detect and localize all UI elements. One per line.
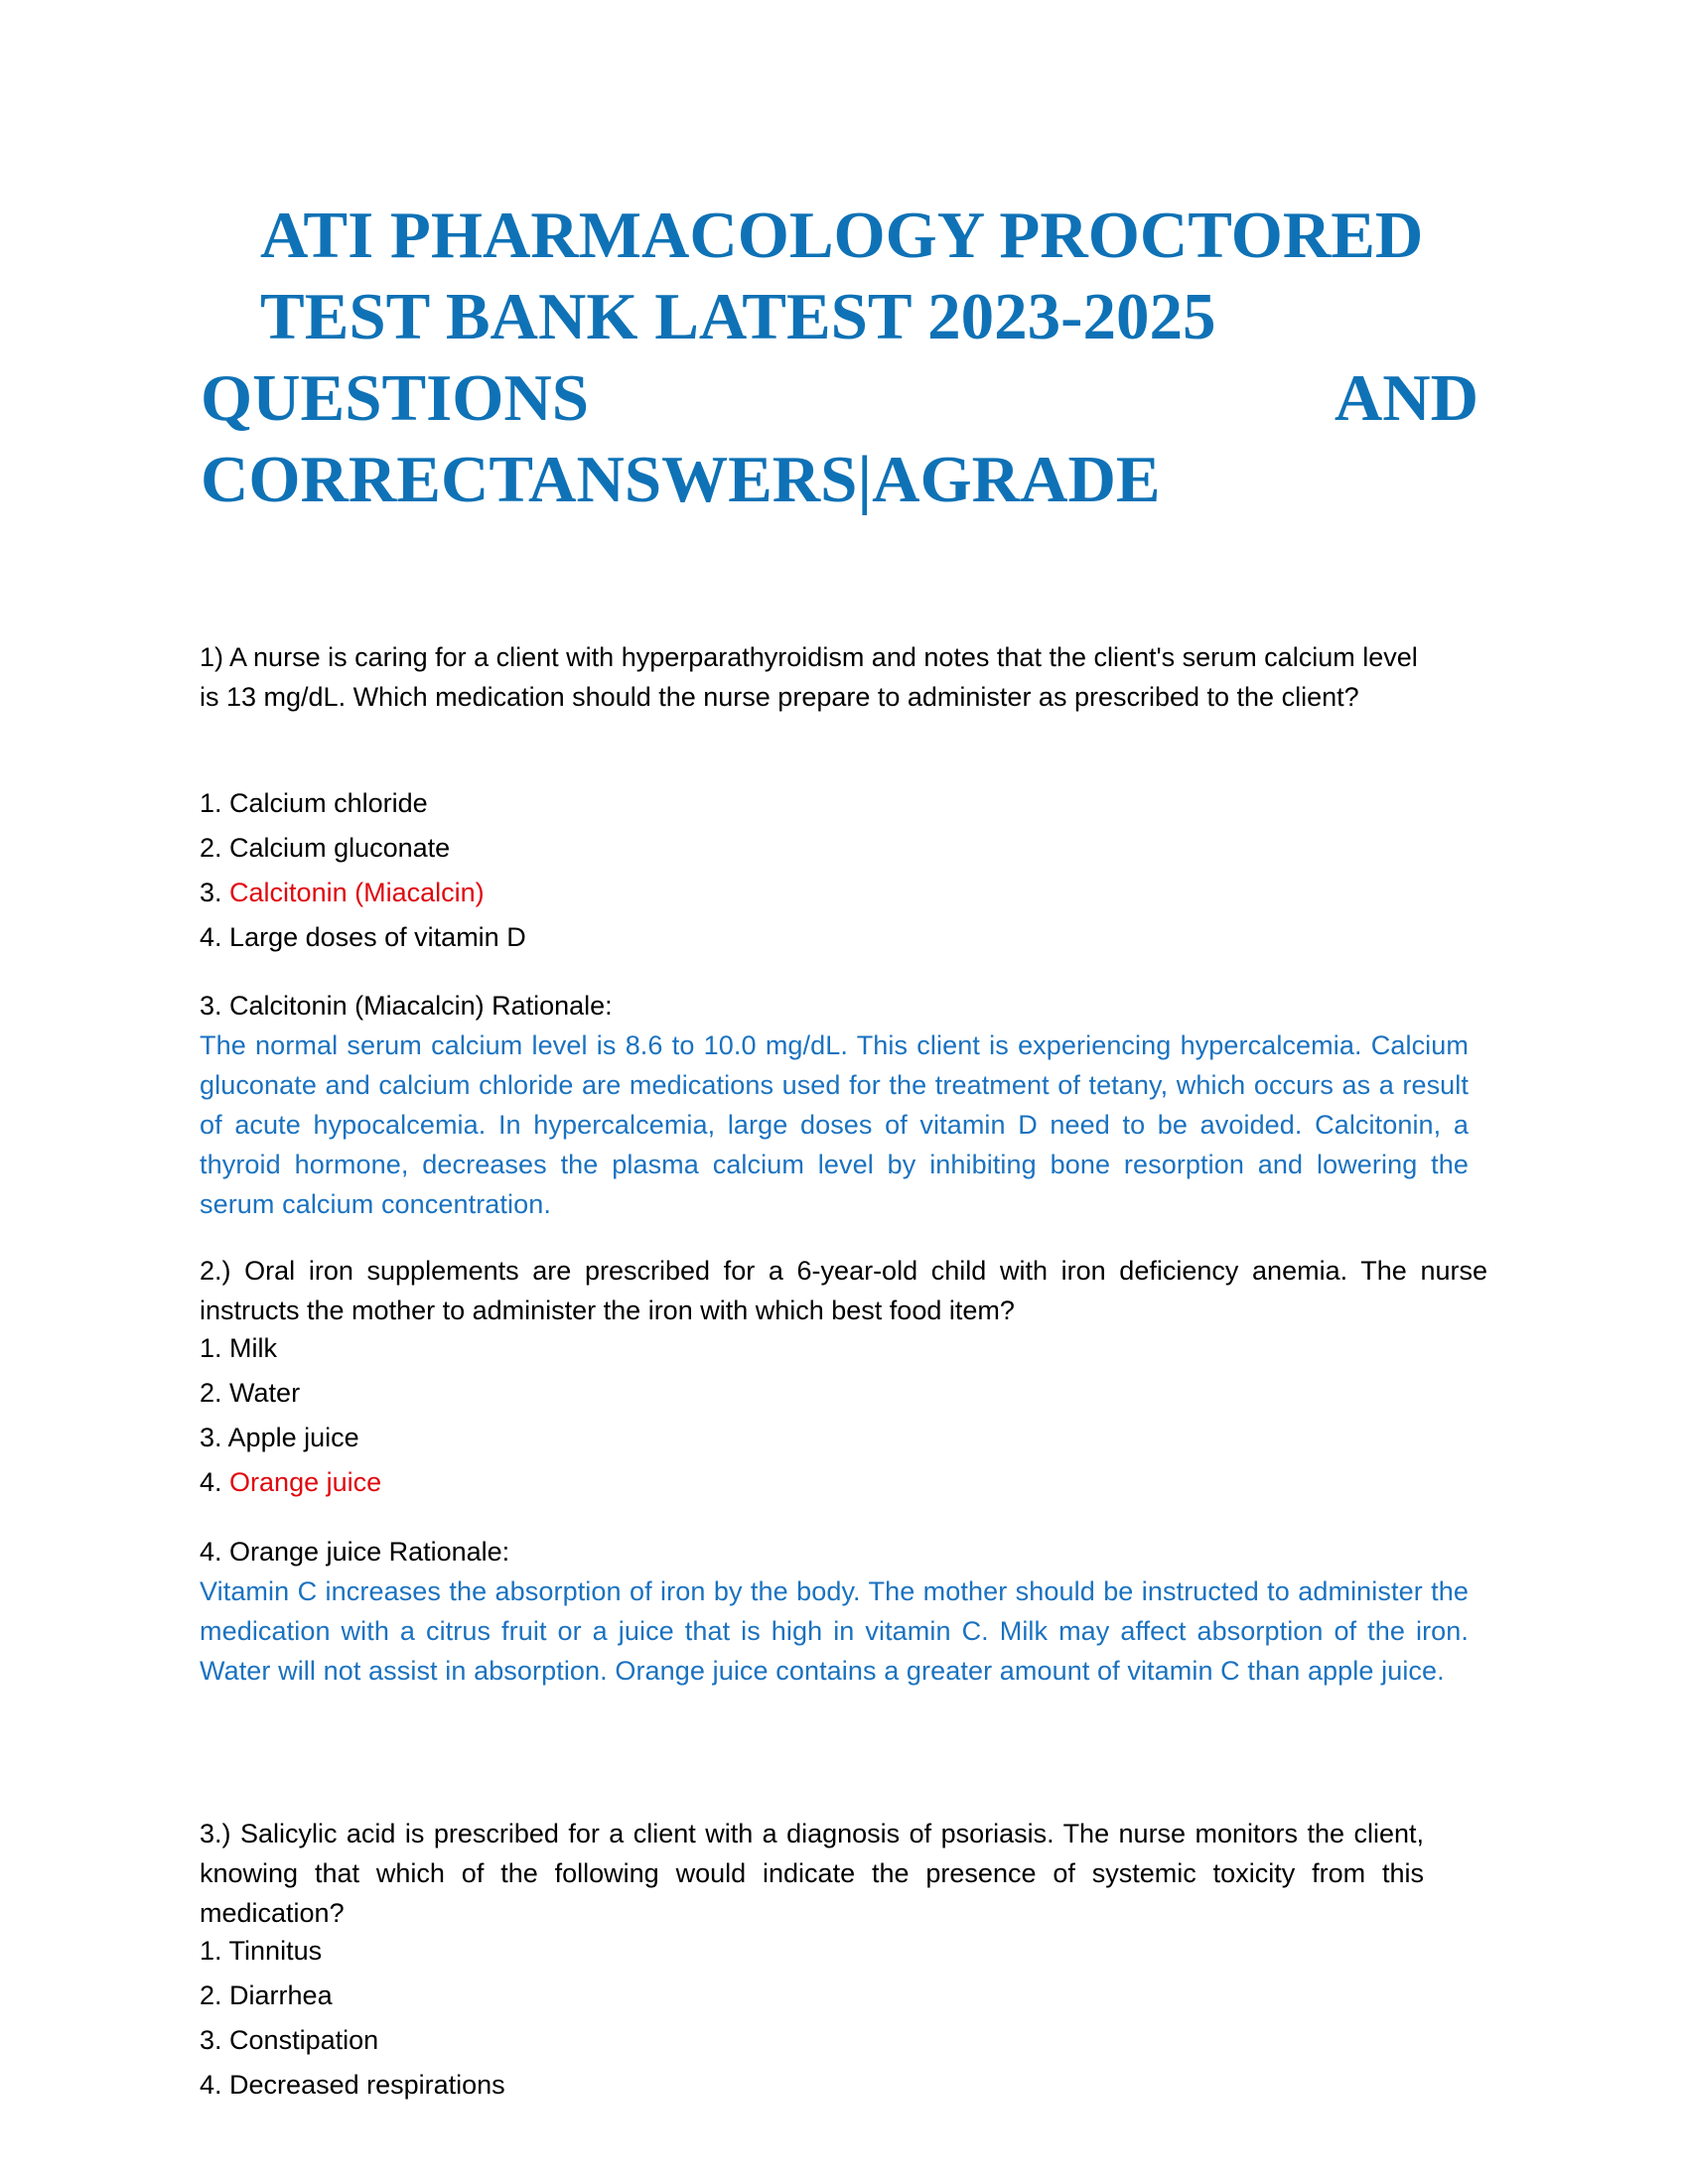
option-number: 4. [200, 2070, 222, 2100]
question-3-option-4 [200, 2063, 1500, 2108]
title-line-3-right: AND [1334, 361, 1478, 435]
option-text: Diarrhea [229, 1980, 333, 2010]
question-2-option-3 [200, 1416, 1500, 1460]
question-1-answer-heading: 3. Calcitonin (Miacalcin) Rationale: [200, 991, 613, 1021]
question-1-option-4 [200, 915, 1500, 960]
question-1-rationale: The normal serum calcium level is 8.6 to 10.0 mg/dL. This client is experiencing hypercalcemia. Calcium gluconate and calcium chloride are medications used for the treatment of tetany, which occurs as a result of acute hypocalcemia. In hypercalcemia, large doses of vitamin D need to be avoided. Calcitonin, a thyroid hormone, decreases the plasma calcium level by inhibiting bone resorption and lowering the serum calcium concentration. [200, 1030, 1469, 1219]
option-number: 1. [200, 1333, 222, 1363]
option-text: Milk [229, 1333, 278, 1363]
document-title [201, 195, 1491, 520]
question-1-option-3 [200, 871, 1500, 915]
correct-option-text: Calcitonin (Miacalcin) [229, 878, 485, 907]
option-number: 4. [200, 1467, 222, 1497]
option-text: Constipation [229, 2025, 379, 2055]
question-1-stem [200, 637, 1500, 717]
option-text: Calcium gluconate [229, 833, 451, 863]
question-1-stem-line-1: 1) A nurse is caring for a client with hyperparathyroidism and notes that the client's serum calcium level [200, 642, 1418, 672]
question-1-options [200, 781, 1500, 960]
question-3-options [200, 1929, 1500, 2108]
question-2-option-4 [200, 1460, 1500, 1505]
question-2-option-2 [200, 1371, 1500, 1416]
title-line-3-left: QUESTIONS [201, 361, 589, 435]
question-1-option-1 [200, 781, 1500, 826]
question-2-options [200, 1326, 1500, 1505]
question-2-stem: 2.) Oral iron supplements are prescribed for a 6-year-old child with iron deficiency anemia. The nurse instructs the mother to administer the iron with which best food item? [200, 1256, 1487, 1325]
question-2-rationale: Vitamin C increases the absorption of iron by the body. The mother should be instructed to administer the medication with a citrus fruit or a juice that is high in vitamin C. Milk may affect absorption of the iron. Water will not assist in absorption. Orange juice contains a greater amount of vitamin C than apple juice. [200, 1576, 1469, 1686]
option-number: 3. [200, 1423, 222, 1452]
option-number: 2. [200, 833, 222, 863]
title-line-4: CORRECTANSWERS|AGRADE [201, 443, 1161, 516]
title-line-1: ATI PHARMACOLOGY PROCTORED [260, 199, 1424, 272]
option-text: Decreased respirations [229, 2070, 505, 2100]
option-number: 3. [200, 878, 222, 907]
question-3-option-2 [200, 1974, 1500, 2018]
title-line-2: TEST BANK LATEST 2023-2025 [260, 280, 1216, 353]
option-text: Apple juice [227, 1423, 359, 1452]
question-1-option-2 [200, 826, 1500, 871]
question-1-stem-line-2: is 13 mg/dL. Which medication should the nurse prepare to administer as prescribed to the client? [200, 682, 1359, 712]
title-line-3 [201, 357, 1478, 439]
option-number: 1. [200, 788, 222, 818]
question-3-option-1 [200, 1929, 1500, 1974]
question-2-option-1 [200, 1326, 1500, 1371]
option-text: Calcium chloride [229, 788, 428, 818]
option-text: Water [229, 1378, 301, 1408]
option-number: 2. [200, 1378, 222, 1408]
question-3-option-3 [200, 2018, 1500, 2063]
option-text: Large doses of vitamin D [229, 922, 526, 952]
option-number: 3. [200, 2025, 222, 2055]
option-number: 2. [200, 1980, 222, 2010]
question-2-answer-heading: 4. Orange juice Rationale: [200, 1537, 510, 1567]
option-number: 4. [200, 922, 222, 952]
option-text: Tinnitus [228, 1936, 323, 1966]
correct-option-text: Orange juice [229, 1467, 382, 1497]
option-number: 1. [200, 1936, 222, 1966]
question-3-stem: 3.) Salicylic acid is prescribed for a client with a diagnosis of psoriasis. The nurse monitors the client, knowing that which of the following would indicate the presence of systemic toxicity from this medication? [200, 1819, 1424, 1928]
